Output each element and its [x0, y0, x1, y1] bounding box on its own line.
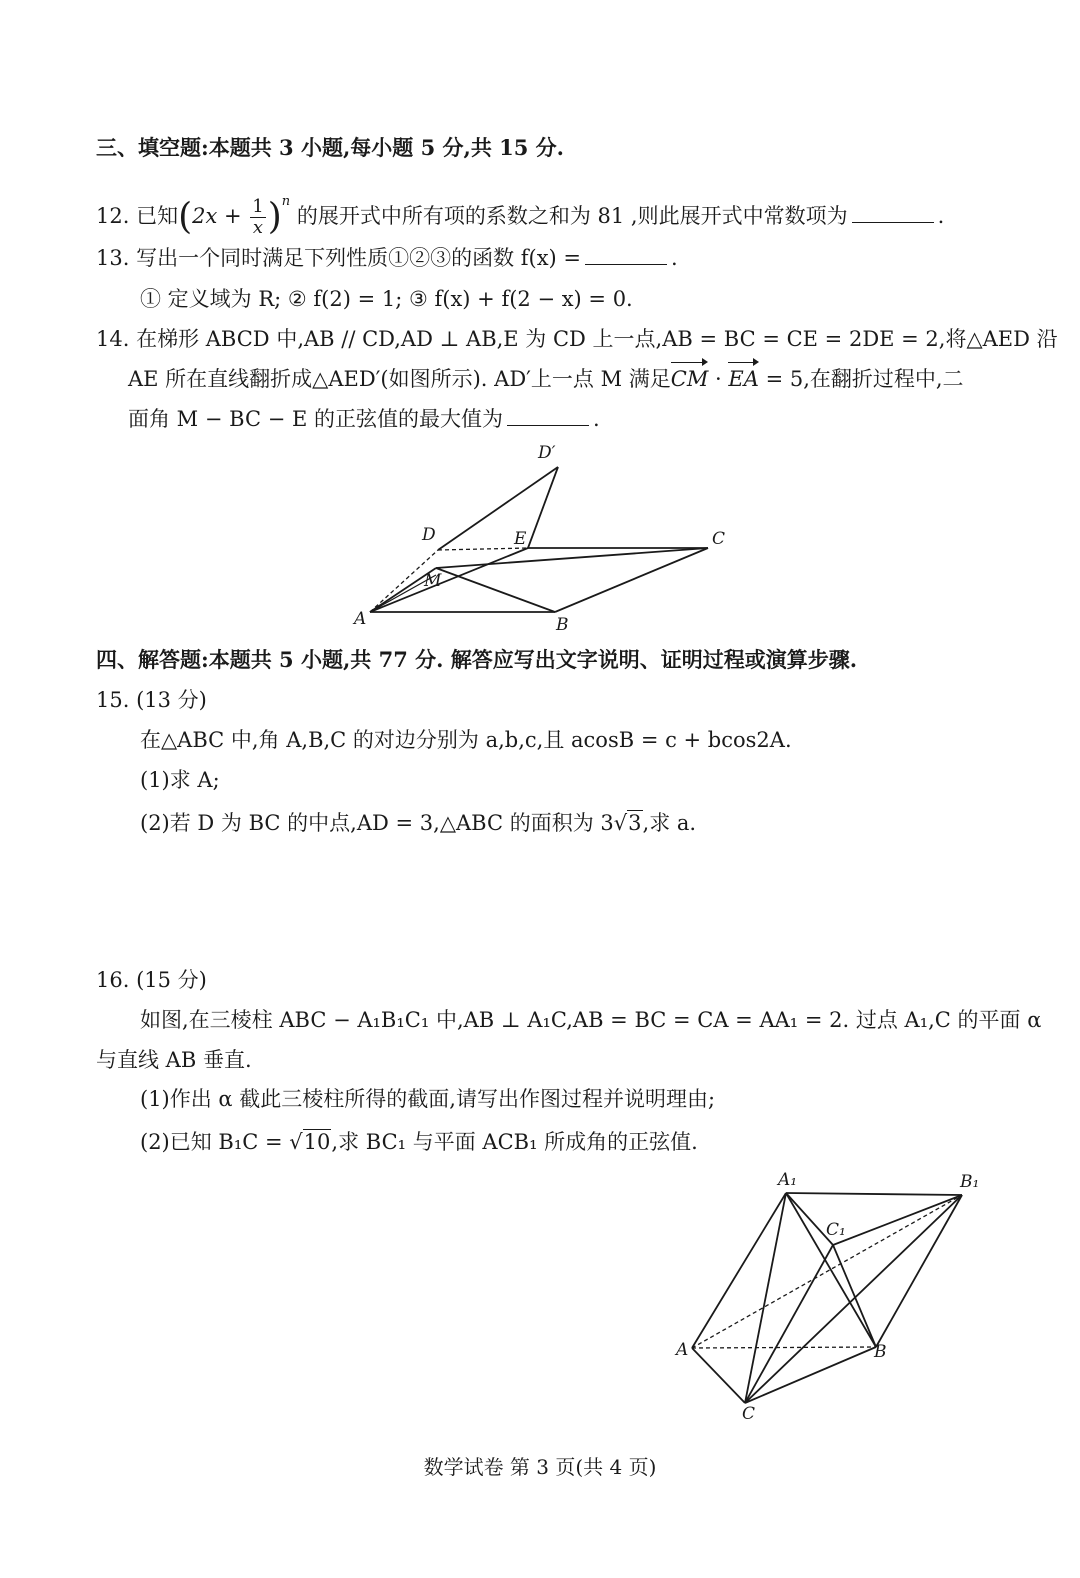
- q14-line-3-text: 面角 M − BC − E 的正弦值的最大值为: [128, 407, 503, 431]
- label-c-prism: C: [742, 1404, 756, 1420]
- q16-stem-2: 与直线 AB 垂直.: [96, 1048, 252, 1072]
- label-d-prime: D′: [538, 443, 556, 463]
- question-13: [96, 243, 678, 273]
- q16-stem-1: 如图,在三棱柱 ABC − A₁B₁C₁ 中,AB ⊥ A₁C,AB = BC = CA = AA₁ = 2. 过点 A₁,C 的平面 α: [140, 1008, 1042, 1032]
- label-a1: A₁: [778, 1170, 798, 1190]
- page-footer: 数学试卷 第 3 页(共 4 页): [423, 1455, 657, 1479]
- question-12: [96, 187, 944, 238]
- label-b1: B₁: [960, 1172, 980, 1192]
- label-c1: C₁: [826, 1220, 846, 1240]
- q14-line-1: 14. 在梯形 ABCD 中,AB // CD,AD ⊥ AB,E 为 CD 上一点,AB = BC = CE = 2DE = 2,将△AED 沿: [96, 327, 1058, 351]
- q15-part-2: [140, 808, 696, 838]
- label-c: C: [712, 529, 726, 549]
- q12-suffix: 的展开式中所有项的系数之和为 81 ,则此展开式中常数项为: [296, 204, 848, 228]
- q16-prism-figure: [670, 1165, 990, 1420]
- q16-part-2b: ,求 BC₁ 与平面 ACB₁ 所成角的正弦值.: [331, 1130, 698, 1154]
- q16-part-2a: (2)已知 B₁C = √: [140, 1130, 303, 1154]
- q16-header: 16. (15 分): [96, 968, 207, 992]
- label-a-prism: A: [676, 1340, 689, 1360]
- vector-cm: CM: [671, 364, 709, 394]
- q13-end: .: [671, 246, 678, 270]
- section-3-heading: 三、填空题:本题共 3 小题,每小题 5 分,共 15 分.: [96, 135, 564, 160]
- q13-answer-blank[interactable]: [585, 244, 667, 265]
- q12-prefix: 12. 已知: [96, 204, 179, 228]
- q12-expr-lead: 2x +: [192, 204, 249, 228]
- q16-part-1: (1)作出 α 截此三棱柱所得的截面,请写出作图过程并说明理由;: [140, 1087, 716, 1111]
- q14-dot: ·: [708, 367, 729, 391]
- q16-part-2: [140, 1127, 698, 1157]
- q14-line-2a: AE 所在直线翻折成△AED′(如图所示). AD′上一点 M 满足: [128, 367, 671, 391]
- q12-fraction: [250, 197, 265, 238]
- q12-left-paren: (: [178, 196, 193, 238]
- label-b: B: [556, 615, 569, 635]
- label-b-prism: B: [874, 1342, 887, 1362]
- q12-answer-blank[interactable]: [852, 202, 934, 223]
- vector-ea: EA: [728, 364, 759, 394]
- label-d: D: [422, 525, 436, 545]
- q13-text: 13. 写出一个同时满足下列性质①②③的函数 f(x) =: [96, 246, 582, 270]
- sqrt-sign: √: [613, 811, 628, 835]
- label-m: M: [424, 571, 442, 591]
- q15-stem: 在△ABC 中,角 A,B,C 的对边分别为 a,b,c,且 acosB = c + bcos2A.: [140, 728, 792, 752]
- q15-part-2b: ,求 a.: [642, 811, 697, 835]
- q15-header: 15. (13 分): [96, 688, 207, 712]
- q15-part-2a: (2)若 D 为 BC 的中点,AD = 3,△ABC 的面积为 3: [140, 811, 614, 835]
- q12-frac-den: x: [252, 217, 264, 238]
- q14-answer-blank[interactable]: [507, 405, 589, 426]
- q12-exponent: n: [281, 194, 291, 209]
- q14-trapezoid-figure: [340, 440, 740, 640]
- q14-line-2: [128, 364, 964, 394]
- q12-end: .: [937, 204, 945, 228]
- q12-right-paren: ): [267, 196, 282, 238]
- section-4-heading: 四、解答题:本题共 5 小题,共 77 分. 解答应写出文字说明、证明过程或演算步骤.: [96, 647, 858, 672]
- label-e: E: [514, 529, 527, 549]
- q12-frac-num: 1: [252, 196, 264, 217]
- q14-line-3: [128, 404, 600, 434]
- q14-line-2b: = 5,在翻折过程中,二: [758, 367, 964, 391]
- q15-sqrt-value: 3: [628, 811, 642, 835]
- label-a: A: [354, 609, 367, 629]
- q14-end: .: [592, 407, 600, 431]
- q15-part-1: (1)求 A;: [140, 768, 220, 792]
- q13-conditions: ① 定义域为 R; ② f(2) = 1; ③ f(x) + f(2 − x) = 0.: [140, 287, 633, 311]
- q16-sqrt-value: 10: [303, 1130, 331, 1154]
